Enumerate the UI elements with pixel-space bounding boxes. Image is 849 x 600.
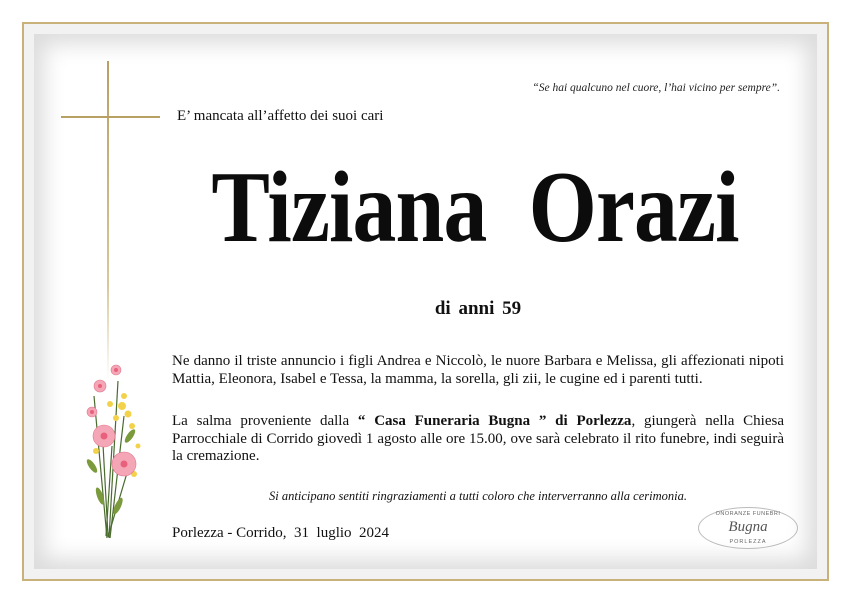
- place-date: Porlezza - Corrido, 31 luglio 2024: [172, 525, 390, 541]
- announcement-paragraph: Ne danno il triste annuncio i figli Andrea e Niccolò, le nuore Barbara e Melissa, gli affezionati nipoti Mattia, Eleonora, Isabel e Tessa, la mamma, la sorella, gli zii, le cugine ed i parenti tutti.: [172, 353, 784, 387]
- funeral-home-name: “ Casa Funeraria Bugna ” di Porlezza: [357, 413, 632, 429]
- deceased-name: Tiziana Orazi: [211, 151, 739, 264]
- logo-name: Bugna: [728, 519, 768, 535]
- logo-top-text: ONORANZE FUNEBRI: [715, 511, 781, 517]
- cross-icon: [107, 61, 109, 381]
- details-text-end: , giungerà nella Chiesa Parrocchiale di Corrido giovedì 1 agosto alle ore 15.00, ove sarà celebrato il rito funebre, indi seguirà la cremazione.: [172, 413, 784, 464]
- thanks-text: Si anticipano sentiti ringraziamenti a tutti coloro che interverranno alla cerimonia.: [269, 489, 687, 503]
- age-text: di anni 59: [434, 298, 522, 319]
- intro-text: E’ mancata all’affetto dei suoi cari: [177, 108, 384, 124]
- cross-arm: [61, 116, 160, 118]
- funeral-home-logo: [698, 507, 798, 549]
- details-text-start: La salma proveniente dalla: [172, 413, 358, 429]
- logo-bottom-text: PORLEZZA: [729, 539, 767, 545]
- quote: “Se hai qualcuno nel cuore, l’hai vicino per sempre”.: [532, 82, 780, 94]
- flower-bouquet-icon: [72, 356, 156, 546]
- funeral-details-paragraph: [172, 413, 784, 466]
